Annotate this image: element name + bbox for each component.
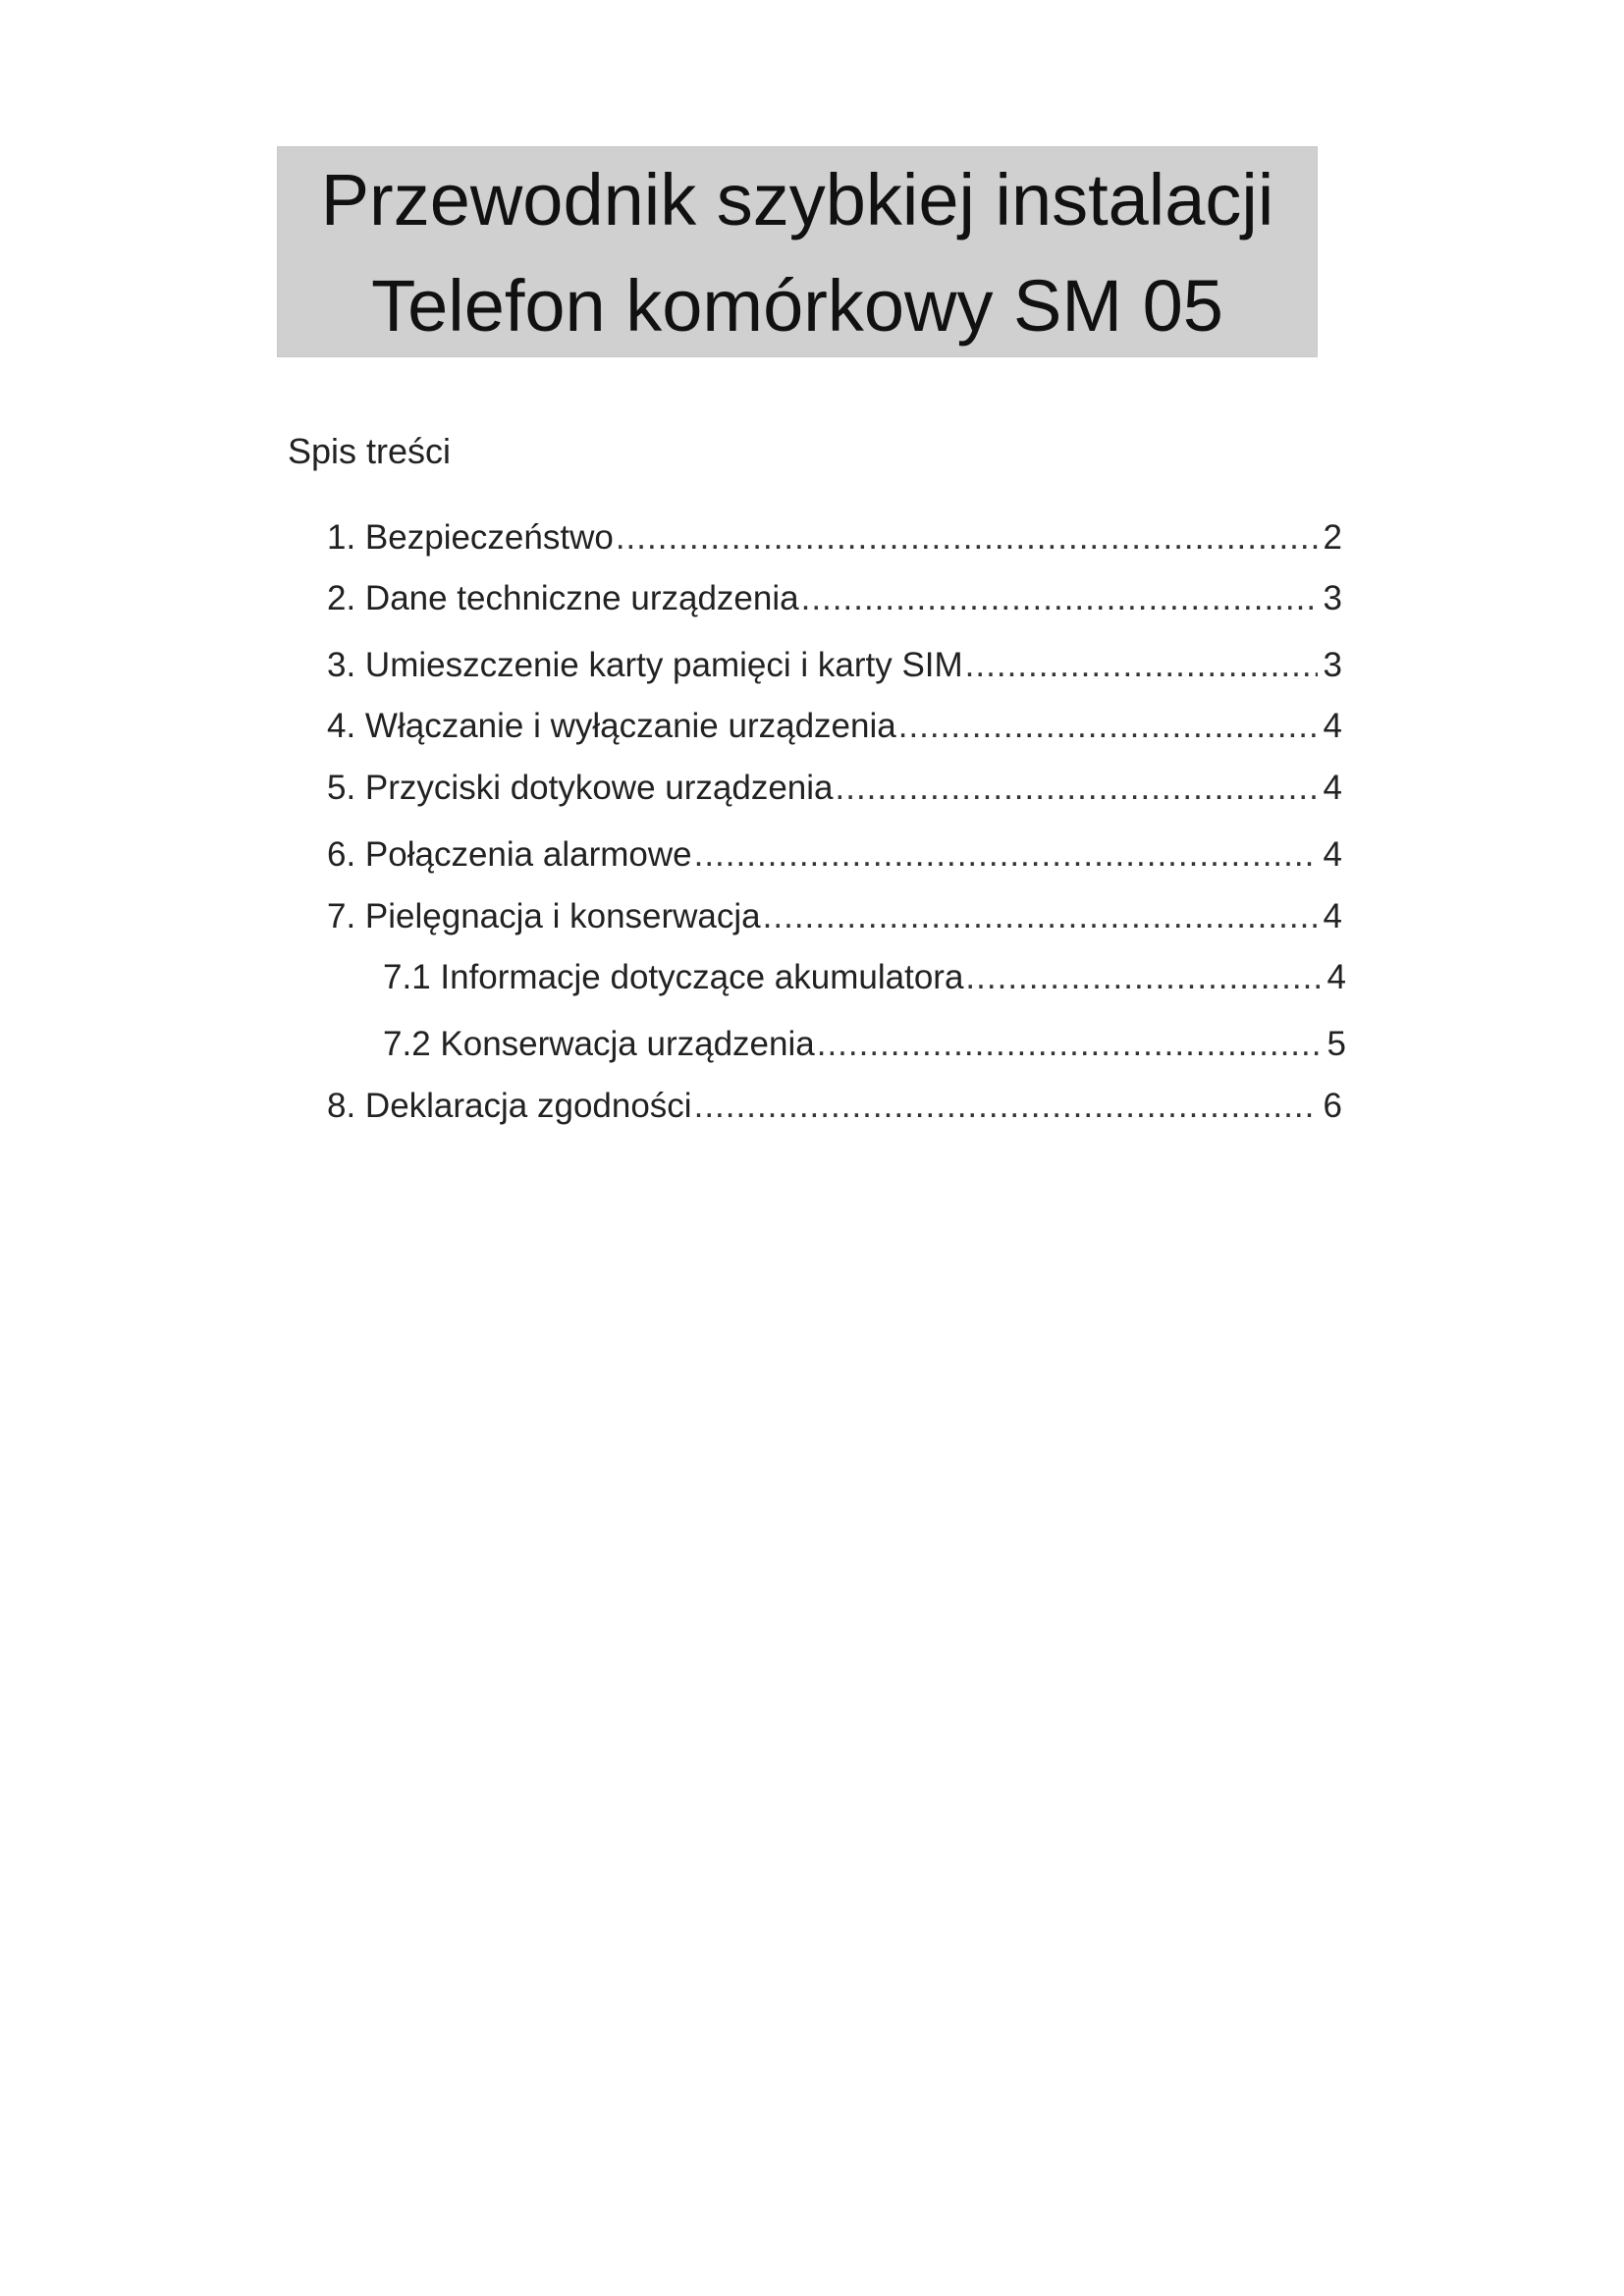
toc-entry-label: 7.2 Konserwacja urządzenia bbox=[383, 1025, 815, 1063]
toc-entry-7-2 bbox=[383, 1022, 1346, 1067]
toc-dot-leader bbox=[817, 1022, 1322, 1067]
toc-entry-page: 3 bbox=[1323, 579, 1342, 617]
toc-dot-leader bbox=[763, 894, 1318, 939]
toc-entry-7-1 bbox=[383, 955, 1346, 1000]
toc-entry-page: 4 bbox=[1323, 769, 1342, 807]
toc-entry-page: 4 bbox=[1323, 835, 1342, 874]
toc-entry-label: 1. Bezpieczeństwo bbox=[327, 518, 614, 557]
toc-entry-8 bbox=[327, 1084, 1342, 1129]
toc-entry-4 bbox=[327, 704, 1342, 749]
toc-dot-leader bbox=[694, 1084, 1318, 1129]
toc-entry-3 bbox=[327, 643, 1342, 688]
toc-entry-label: 4. Włączanie i wyłączanie urządzenia bbox=[327, 707, 896, 745]
toc-entry-label: 5. Przyciski dotykowe urządzenia bbox=[327, 769, 834, 807]
toc-dot-leader bbox=[801, 576, 1318, 621]
toc-entry-2 bbox=[327, 576, 1342, 621]
toc-dot-leader bbox=[836, 766, 1318, 811]
toc-entry-page: 4 bbox=[1323, 897, 1342, 935]
toc-entry-5 bbox=[327, 766, 1342, 811]
toc-entry-page: 3 bbox=[1323, 646, 1342, 684]
toc-entry-7 bbox=[327, 894, 1342, 939]
toc-entry-label: 8. Deklaracja zgodności bbox=[327, 1087, 692, 1125]
toc-entry-page: 4 bbox=[1323, 707, 1342, 745]
toc-dot-leader bbox=[965, 643, 1318, 688]
toc-entry-page: 2 bbox=[1323, 518, 1342, 557]
toc-entry-label: 7. Pielęgnacja i konserwacja bbox=[327, 897, 761, 935]
toc-entry-1 bbox=[327, 515, 1342, 561]
toc-entry-label: 6. Połączenia alarmowe bbox=[327, 835, 692, 874]
toc-entry-page: 6 bbox=[1323, 1087, 1342, 1125]
toc-dot-leader bbox=[965, 955, 1321, 1000]
toc-entry-label: 7.1 Informacje dotyczące akumulatora bbox=[383, 958, 964, 996]
title-box bbox=[278, 147, 1317, 356]
toc-entry-label: 2. Dane techniczne urządzenia bbox=[327, 579, 799, 617]
document-title-line-1: Przewodnik szybkiej instalacji bbox=[320, 159, 1274, 240]
toc-entry-page: 5 bbox=[1326, 1025, 1346, 1063]
toc-entry-label: 3. Umieszczenie karty pamięci i karty SIM bbox=[327, 646, 963, 684]
toc-heading: Spis treści bbox=[288, 431, 452, 471]
toc-entry-page: 4 bbox=[1326, 958, 1346, 996]
toc-entry-6 bbox=[327, 832, 1342, 878]
toc-dot-leader bbox=[616, 515, 1318, 561]
document-title-line-2: Telefon komórkowy SM 05 bbox=[371, 265, 1223, 347]
toc-dot-leader bbox=[898, 704, 1318, 749]
toc-dot-leader bbox=[694, 832, 1318, 878]
